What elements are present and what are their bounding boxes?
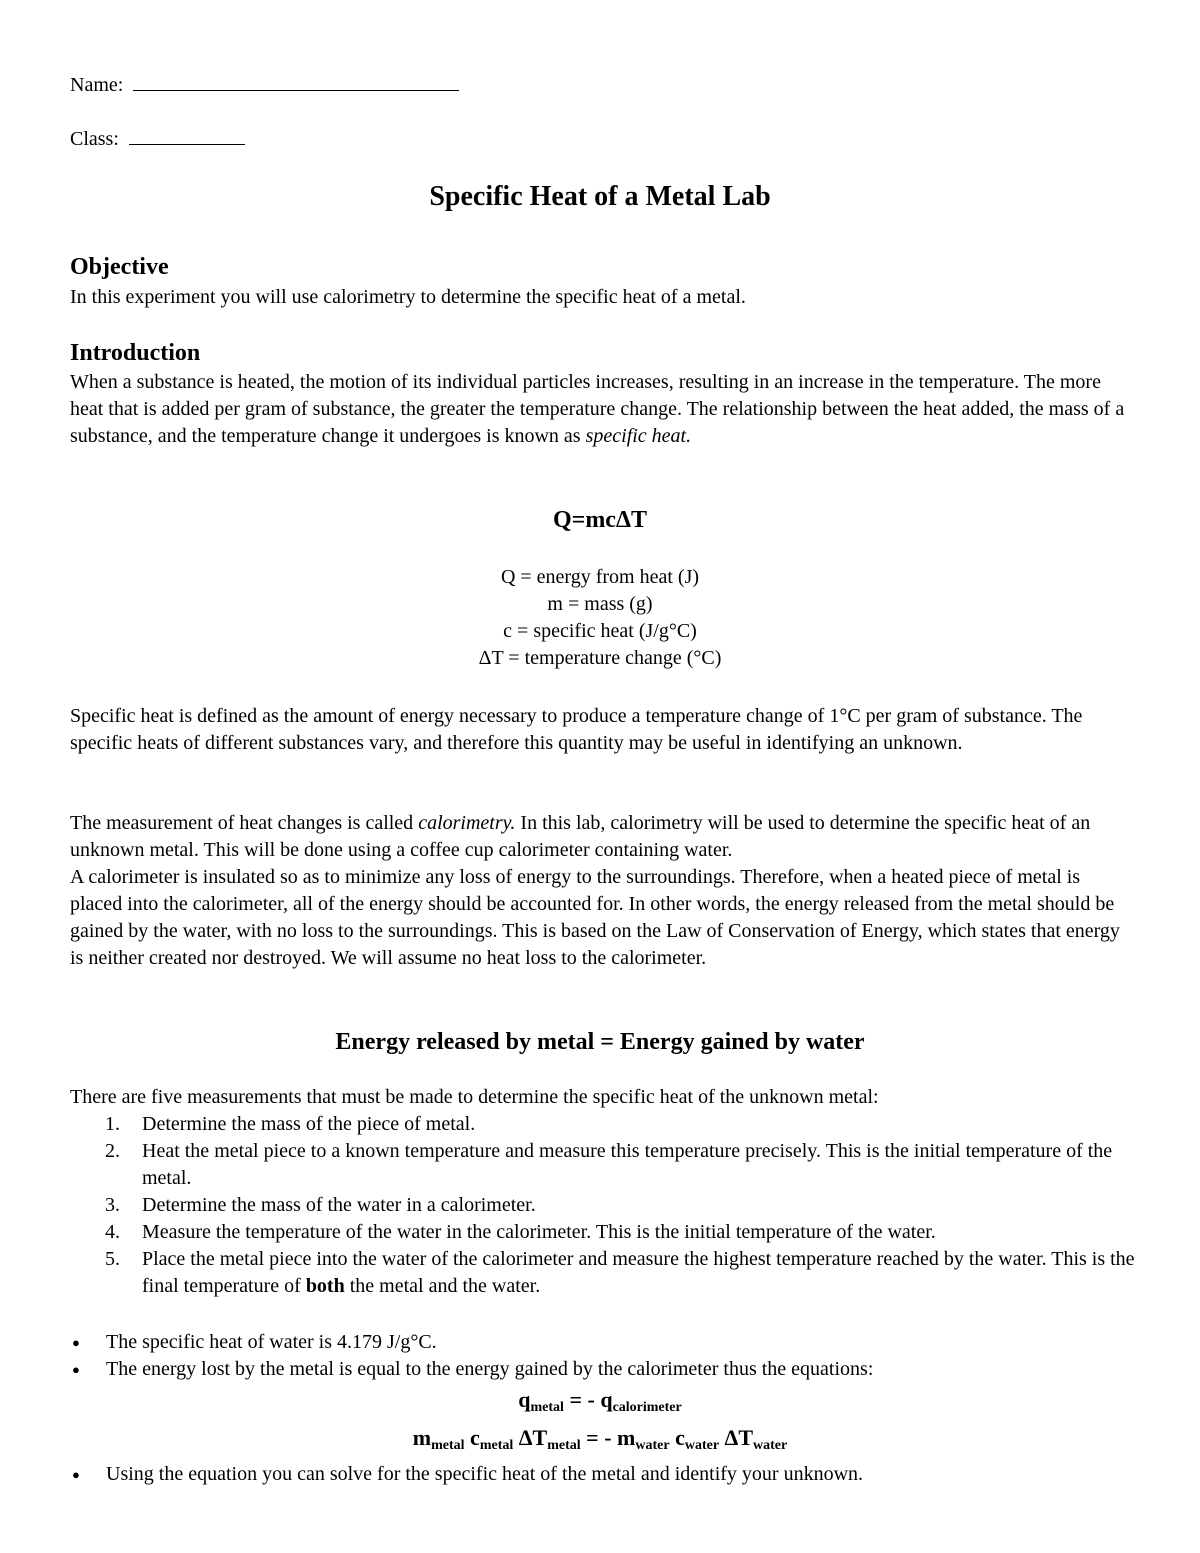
objective-heading: Objective bbox=[70, 254, 169, 280]
bullet-list-2 bbox=[70, 1461, 1135, 1488]
introduction-heading: Introduction bbox=[70, 340, 201, 366]
formula-1: $q_{metal}$ = - $q_{calorimeter}$ bbox=[518, 1387, 682, 1415]
name-line bbox=[70, 72, 459, 99]
list-item: ● Using the equation you can solve for the specific heat of the metal and identify your unknown. bbox=[70, 1461, 1135, 1488]
intro-p3-text-a: The measurement of heat changes is called bbox=[70, 812, 419, 834]
class-blank bbox=[129, 126, 245, 145]
list-item: ● The specific heat of water is 4.179 J/g°C. bbox=[70, 1329, 1135, 1356]
intro-p3-text-b: In this lab, calorimetry will be used to determine the specific heat of an unknown metal. This will be done using a coffee cup calorimeter containing water. bbox=[70, 812, 1091, 861]
class-line bbox=[70, 126, 245, 153]
name-blank bbox=[133, 72, 459, 91]
intro-p3-emphasis: calorimetry. bbox=[418, 812, 516, 834]
class-label: Class: bbox=[70, 128, 119, 150]
list-item: 1. Determine the mass of the piece of metal. bbox=[105, 1113, 476, 1135]
intro-paragraph-3 bbox=[70, 810, 1135, 972]
intro-p1-text: When a substance is heated, the motion of its individual particles increases, resulting in an increase in the temperature. The more heat that is added per gram of substance, the greater the temperature change. The relationship between the heat added, the mass of a substance, and the temperature change it undergoes is known as bbox=[70, 371, 1125, 447]
steps-list bbox=[70, 1111, 1135, 1300]
formula-2: $m_{metal}$ $c_{metal}$ $\Delta T_{metal}$ = - $m_{water}$ $c_{water}$ $\Delta T_{water}$ bbox=[412, 1425, 788, 1453]
list-item: 4. Measure the temperature of the water in the calorimeter. This is the initial temperature of the water. bbox=[105, 1221, 936, 1243]
intro-paragraph-1 bbox=[70, 369, 1135, 450]
intro-p1-emphasis: specific heat. bbox=[585, 425, 692, 447]
definition-q: Q = energy from heat (J) bbox=[500, 566, 700, 588]
intro-paragraph-2: Specific heat is defined as the amount of energy necessary to produce a temperature change of 1°C per gram of substance. The specific heats of different substances vary, and therefore this quantity may be useful in identifying an unknown. bbox=[70, 705, 1083, 754]
list-item: 2. Heat the metal piece to a known temperature and measure this temperature precisely. This is the initial temperature of the metal. bbox=[105, 1140, 1113, 1189]
list-item: 3. Determine the mass of the water in a calorimeter. bbox=[105, 1194, 536, 1216]
page-title: Specific Heat of a Metal Lab bbox=[429, 181, 771, 212]
steps-section bbox=[70, 1084, 1135, 1300]
list-item: ● The energy lost by the metal is equal to the energy gained by the calorimeter thus the equations: bbox=[70, 1356, 1135, 1383]
steps-intro: There are five measurements that must be made to determine the specific heat of the unknown metal: bbox=[70, 1086, 879, 1108]
definitions bbox=[0, 564, 1200, 672]
definition-m: m = mass (g) bbox=[547, 593, 653, 615]
list-item: 5. Place the metal piece into the water of the calorimeter and measure the highest temperature reached by the water. This is the final temperature of both the metal and the water. bbox=[105, 1248, 1135, 1297]
main-equation: Q=mcΔT bbox=[552, 507, 648, 533]
definition-c: c = specific heat (J/g°C) bbox=[503, 620, 697, 642]
bullets-section bbox=[70, 1329, 1135, 1488]
bullet-list bbox=[70, 1329, 1135, 1383]
definition-dt: ΔT = temperature change (°C) bbox=[478, 647, 722, 669]
objective-text: In this experiment you will use calorimetry to determine the specific heat of a metal. bbox=[70, 286, 746, 308]
energy-statement: Energy released by metal = Energy gained by water bbox=[335, 1029, 865, 1055]
intro-paragraph-4: A calorimeter is insulated so as to minimize any loss of energy to the surroundings. Therefore, when a heated piece of metal is placed into the calorimeter, all of the energy should be accounted for. In other words, the energy released from the metal should be gained by the water, with no loss to the surroundings. This is based on the Law of Conservation of Energy, which states that energy is neither created nor destroyed. We will assume no heat loss to the calorimeter. bbox=[70, 866, 1120, 969]
name-label: Name: bbox=[70, 74, 124, 96]
